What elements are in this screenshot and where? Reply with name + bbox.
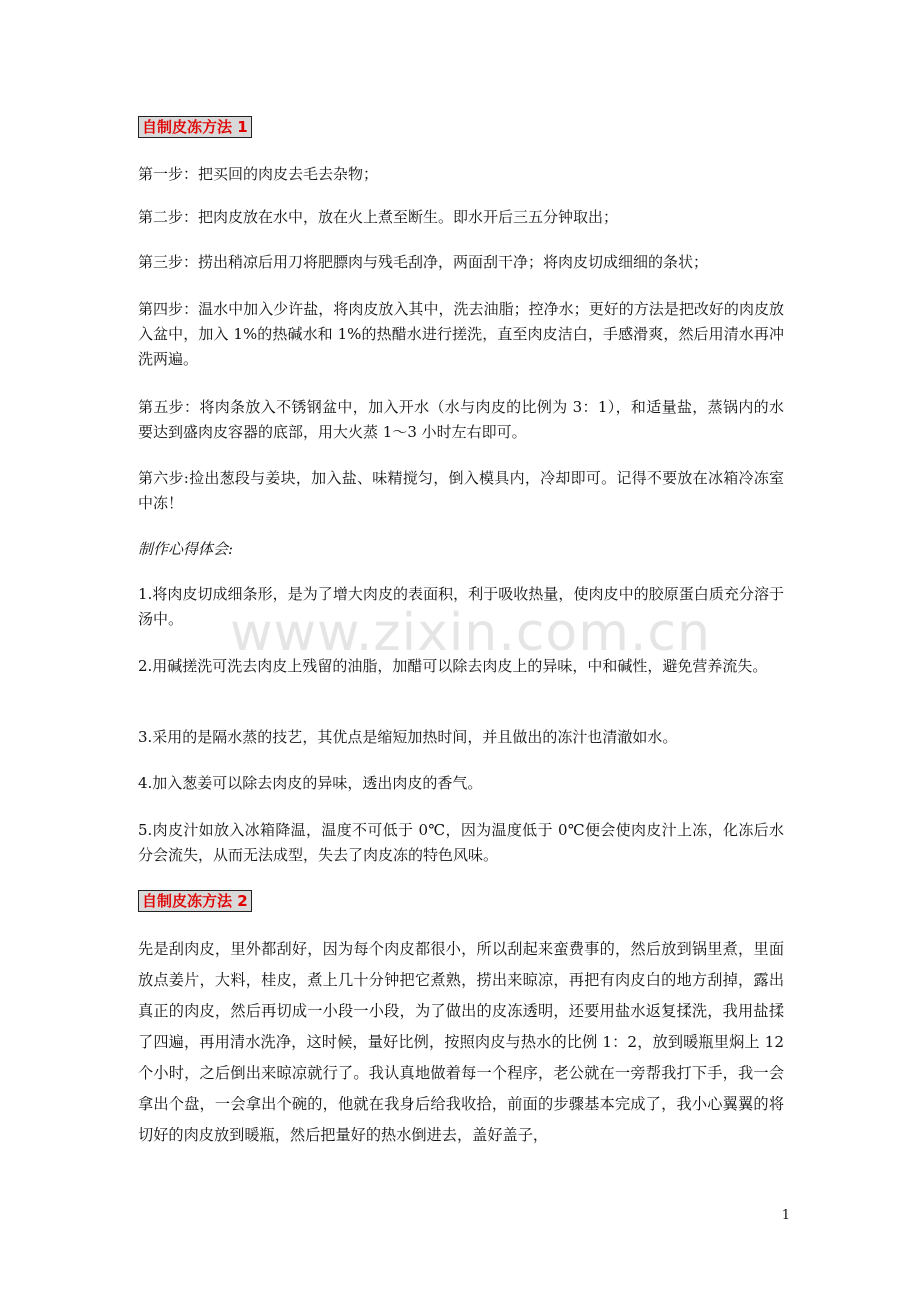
tip-2: 2.用碱搓洗可洗去肉皮上残留的油脂，加醋可以除去肉皮上的异味，中和碱性，避免营养流失。 (138, 657, 768, 675)
tip-4: 4.加入葱姜可以除去肉皮的异味，透出肉皮的香气。 (138, 774, 483, 792)
step-5: 第五步：将肉条放入不锈钢盆中，加入开水（水与肉皮的比例为 3：1），和适量盐，蒸锅内的水要达到盛肉皮容器的底部，用大火蒸 1～3 小时左右即可。 (138, 398, 784, 441)
method2-heading: 自制皮冻方法 2 (138, 890, 252, 912)
tip-5: 5.肉皮汁如放入冰箱降温，温度不可低于 0℃，因为温度低于 0℃便会使肉皮汁上冻，化冻后水分会流失，从而无法成型，失去了肉皮冻的特色风味。 (138, 821, 784, 864)
step-6: 第六步:捡出葱段与姜块，加入盐、味精搅匀，倒入模具内，冷却即可。记得不要放在冰箱冷冻室中冻！ (138, 469, 784, 512)
step-3: 第三步：捞出稍凉后用刀将肥膘肉与残毛刮净，两面刮干净；将肉皮切成细细的条状； (138, 253, 709, 271)
method1-heading: 自制皮冻方法 1 (138, 116, 252, 138)
step-1: 第一步：把买回的肉皮去毛去杂物； (138, 165, 379, 183)
watermark: www.zixin.com.cn (230, 603, 711, 663)
tip-3: 3.采用的是隔水蒸的技艺，其优点是缩短加热时间，并且做出的冻汁也清澈如水。 (138, 728, 678, 746)
tip-1: 1.将肉皮切成细条形，是为了增大肉皮的表面积，利于吸收热量，使肉皮中的胶原蛋白质充分溶于汤中。 (138, 585, 784, 628)
step-4: 第四步：温水中加入少许盐，将肉皮放入其中，洗去油脂；控净水；更好的方法是把改好的肉皮放入盆中，加入 1%的热碱水和 1%的热醋水进行搓洗，直至肉皮洁白，手感滑爽，然后用清水再冲洗两遍。 (138, 300, 784, 368)
step-2: 第二步：把肉皮放在水中，放在火上煮至断生。即水开后三五分钟取出； (138, 208, 619, 226)
page-number: 1 (781, 1208, 790, 1223)
method2-body: 先是刮肉皮，里外都刮好，因为每个肉皮都很小，所以刮起来蛮费事的，然后放到锅里煮，里面放点姜片，大料，桂皮，煮上几十分钟把它煮熟，捞出来晾凉，再把有肉皮白的地方刮掉，露出真正的肉皮，然后再切成一小段一小段，为了做出的皮冻透明，还要用盐水返复揉洗，我用盐揉了四遍，再用清水洗净，这时候，量好比例，按照肉皮与热水的比例 1：2，放到暖瓶里焖上 12 个小时，之后倒出来晾凉就行了。我认真地做着每一个程序，老公就在一旁帮我打下手，我一会拿出个盘，一会拿出个碗的，他就在我身后给我收拾，前面的步骤基本完成了，我小心翼翼的将切好的肉皮放到暖瓶，然后把量好的热水倒进去，盖好盖子， (138, 940, 784, 1144)
experience-title: 制作心得体会: (138, 540, 234, 558)
